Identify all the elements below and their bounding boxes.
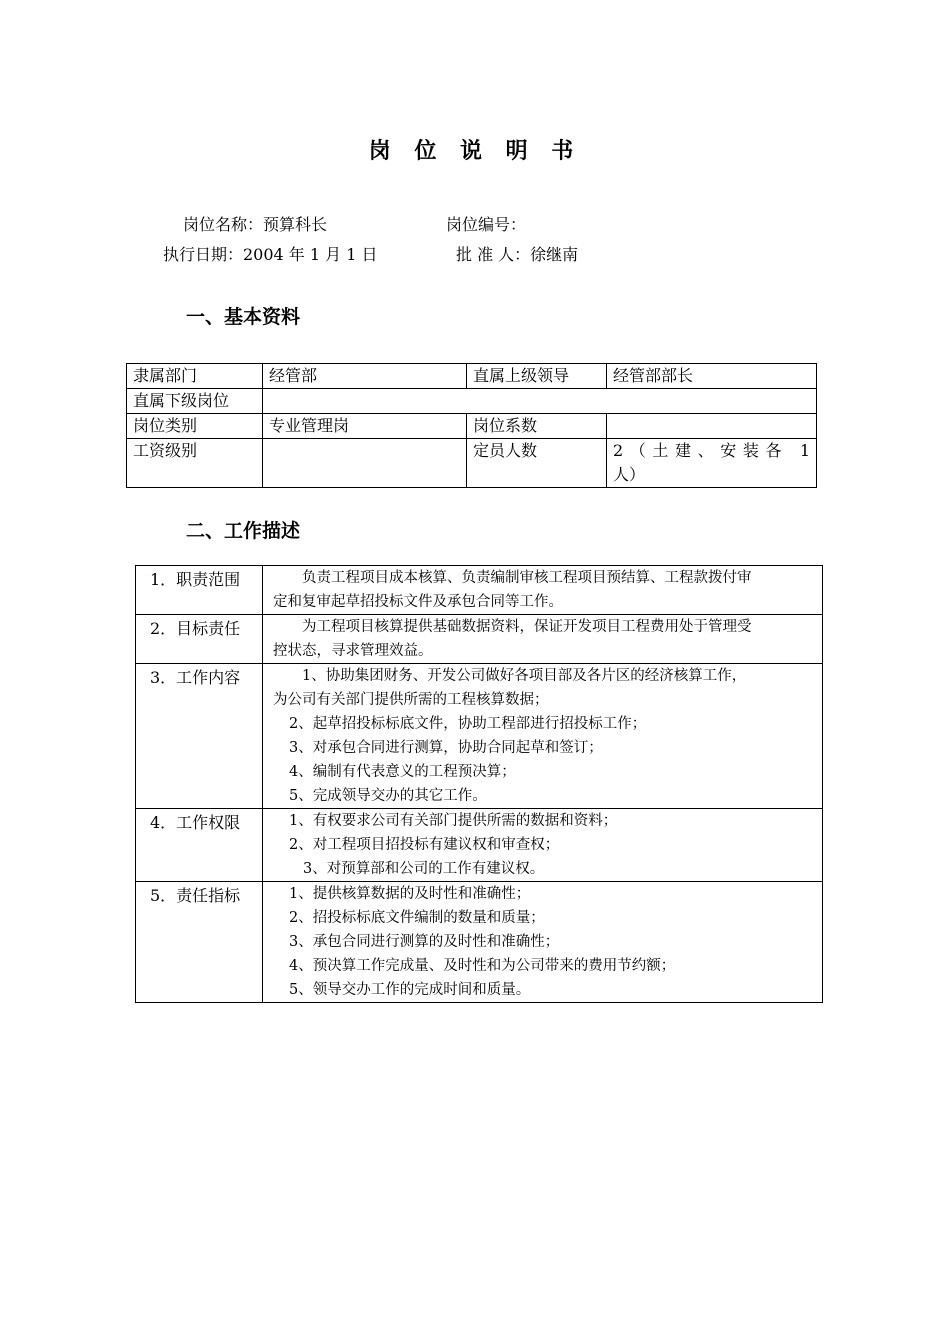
section-work-description: 二、工作描述 [186,520,301,542]
document-title: 岗 位 说 明 书 [368,139,582,164]
content-line: 4、预决算工作完成量、及时性和为公司带来的费用节约额； [289,958,676,974]
content-line: 4、编制有代表意义的工程预决算； [289,764,516,780]
content-line: 5、完成领导交办的其它工作。 [289,788,487,804]
row-heading: 3．工作内容 [136,664,263,809]
content-line: 负责工程项目成本核算、负责编制审核工程项目预结算、工程款拨付审 [302,570,752,586]
content-line: 为工程项目核算提供基础数据资料，保证开发项目工程费用处于管理受 [302,619,752,635]
work-description-table [135,565,823,1003]
table-row [136,809,823,882]
table-cell: 岗位类别 [127,414,263,439]
table-row [127,439,817,488]
table-cell: 直属上级领导 [467,364,607,389]
approver: 批 准 人：徐继南 [456,245,579,264]
content-line: 5、领导交办工作的完成时间和质量。 [289,982,531,998]
table-row [127,364,817,389]
table-row [136,566,823,615]
content-line: 为公司有关部门提供所需的工程核算数据； [273,692,549,708]
table-cell: 经管部部长 [607,364,817,389]
row-content [263,664,823,809]
row-heading: 5．责任指标 [136,882,263,1003]
table-cell: 隶属部门 [127,364,263,389]
table-cell: 专业管理岗 [263,414,467,439]
row-content [263,882,823,1003]
content-line: 1、有权要求公司有关部门提供所需的数据和资料； [289,813,618,829]
row-content [263,809,823,882]
table-cell [607,439,817,488]
cell-line: 2（土建、安装各 1 [613,441,810,460]
table-cell [263,439,467,488]
content-line: 3、承包合同进行测算的及时性和准确性； [289,934,560,950]
post-name: 岗位名称：预算科长 [183,215,328,234]
content-line: 2、对工程项目招投标有建议权和审查权； [289,837,560,853]
content-line: 定和复审起草招投标文件及承包合同等工作。 [273,594,563,610]
section-basic-info: 一、基本资料 [186,306,301,328]
table-row [136,615,823,664]
table-cell [607,414,817,439]
content-line: 2、起草招投标标底文件，协助工程部进行招投标工作； [289,716,647,732]
table-row [136,882,823,1003]
row-heading: 1．职责范围 [136,566,263,615]
table-cell [263,389,817,414]
content-line: 3、对预算部和公司的工作有建议权。 [303,861,545,877]
table-cell: 直属下级岗位 [127,389,263,414]
table-row [136,664,823,809]
table-row [127,414,817,439]
table-cell: 经管部 [263,364,467,389]
content-line: 3、对承包合同进行测算，协助合同起草和签订； [289,740,603,756]
table-cell: 定员人数 [467,439,607,488]
content-line: 1、协助集团财务、开发公司做好各项目部及各片区的经济核算工作， [302,668,747,684]
content-line: 控状态，寻求管理效益。 [273,643,433,659]
post-number: 岗位编号： [446,215,527,234]
row-content [263,615,823,664]
row-content [263,566,823,615]
table-cell: 工资级别 [127,439,263,488]
table-row [127,389,817,414]
cell-line: 人） [613,465,646,484]
content-line: 2、招投标标底文件编制的数量和质量； [289,910,545,926]
execution-date: 执行日期：2004 年 1 月 1 日 [163,245,378,264]
table-cell: 岗位系数 [467,414,607,439]
content-line: 1、提供核算数据的及时性和准确性； [289,886,531,902]
row-heading: 2．目标责任 [136,615,263,664]
row-heading: 4．工作权限 [136,809,263,882]
basic-info-table [126,363,817,488]
